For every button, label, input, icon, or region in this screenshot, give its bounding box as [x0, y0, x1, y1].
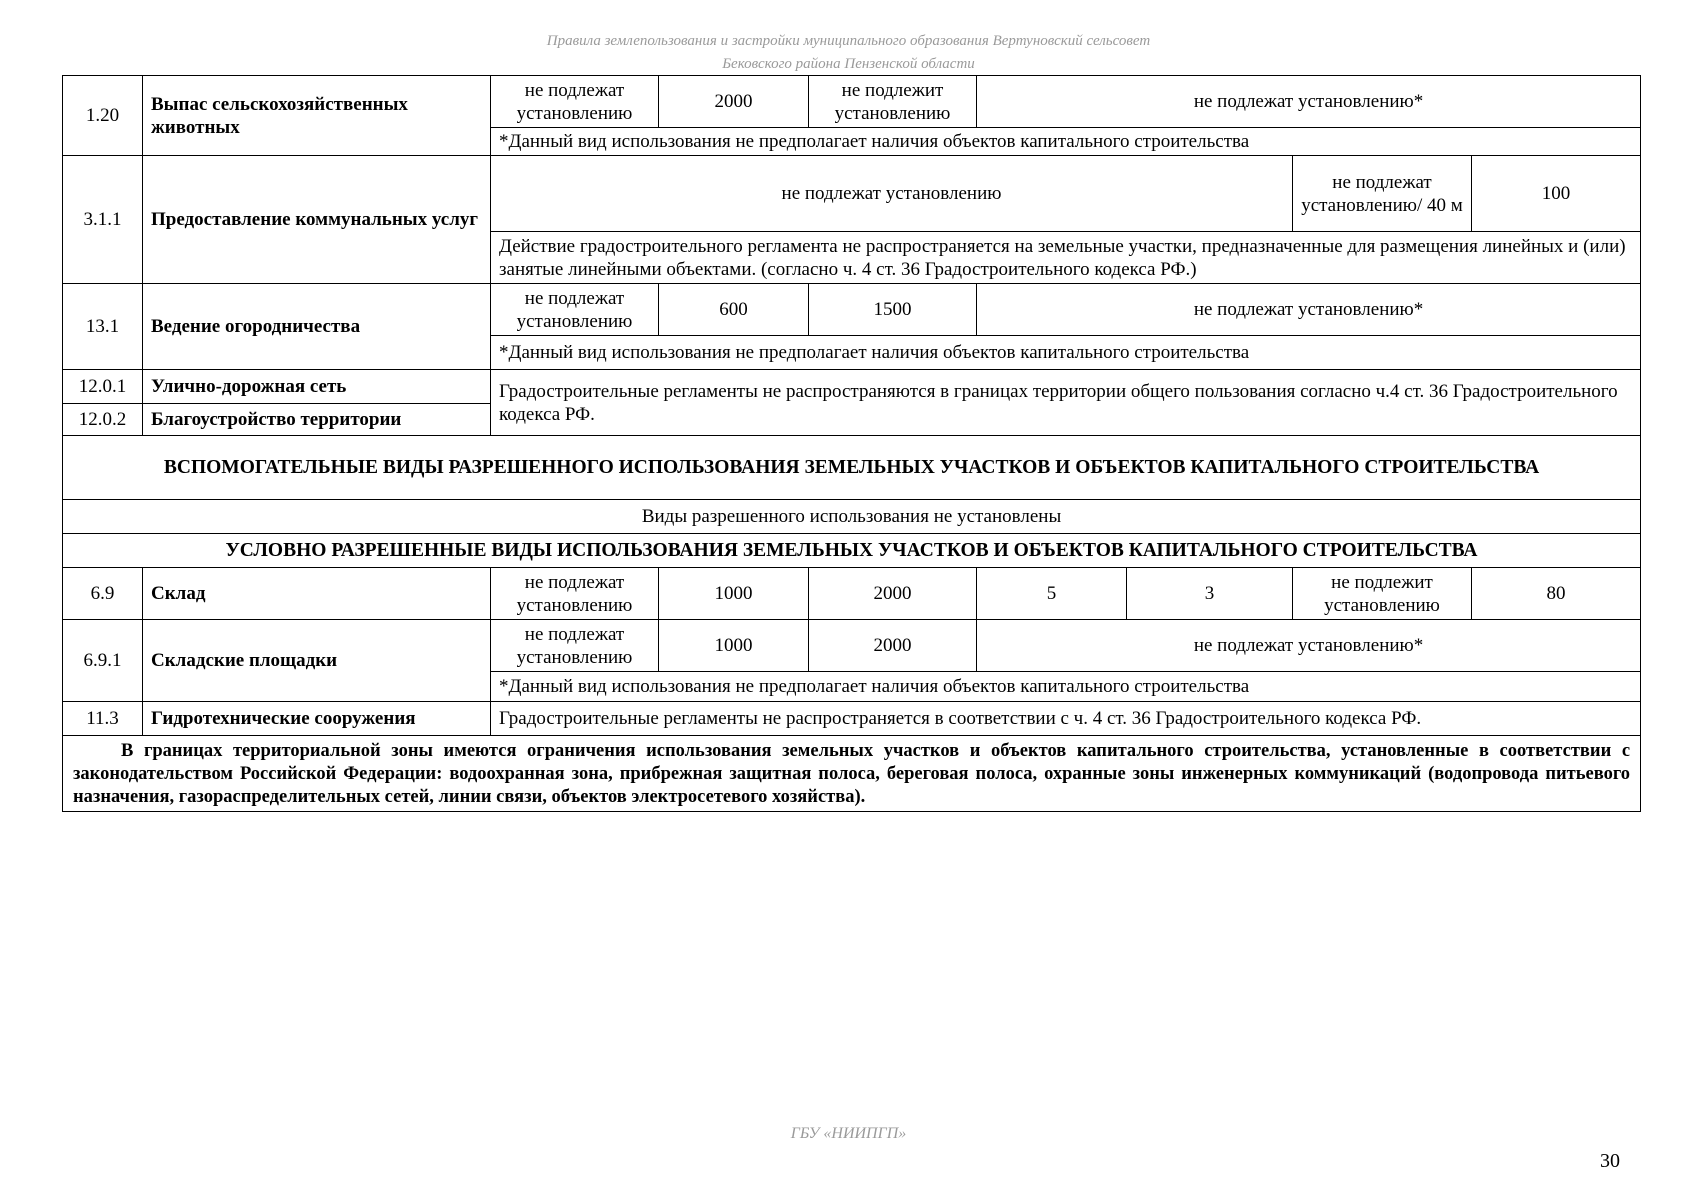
cell-value: 2000 [809, 620, 977, 672]
cell-value: 3 [1127, 568, 1293, 620]
row-name: Предоставление коммунальных услуг [143, 156, 491, 284]
cell-value: 600 [659, 284, 809, 336]
table-row [63, 284, 1641, 336]
cell-value: 2000 [659, 76, 809, 128]
header-line-1: Правила землепользования и застройки муниципального образования Вертуновский сельсовет [546, 33, 1151, 49]
table-row [63, 156, 1641, 232]
table-row [63, 736, 1641, 812]
row-name: Ведение огородничества [143, 284, 491, 370]
cell-value: 80 [1472, 568, 1641, 620]
row-name: Гидротехнические сооружения [143, 702, 491, 736]
row-code: 6.9 [63, 568, 143, 620]
section-title-conditional: УСЛОВНО РАЗРЕШЕННЫЕ ВИДЫ ИСПОЛЬЗОВАНИЯ ЗЕМЕЛЬНЫХ УЧАСТКОВ И ОБЪЕКТОВ КАПИТАЛЬНОГО СТРОИТЕЛЬСТВА [63, 534, 1641, 568]
row-note: Действие градостроительного регламента не распространяется на земельные участки, предназначенные для размещения линейных и (или) занятые линейными объектами. (согласно ч. 4 ст. 36 Градостроительного кодекса РФ.) [491, 232, 1641, 284]
table-row [63, 500, 1641, 534]
row-code: 6.9.1 [63, 620, 143, 702]
cell-value: не подлежат установлению* [977, 76, 1641, 128]
cell-value: не подлежат установлению [491, 284, 659, 336]
row-note: *Данный вид использования не предполагает наличия объектов капитального строительства [491, 128, 1641, 156]
header-line-2: Бековского района Пензенской области [722, 56, 975, 72]
cell-value: не подлежат установлению [491, 620, 659, 672]
land-use-table [62, 75, 1641, 812]
page-number: 30 [1600, 1150, 1620, 1172]
row-name: Благоустройство территории [143, 404, 491, 436]
cell-value: 1000 [659, 568, 809, 620]
cell-value: не подлежат установлению [491, 156, 1293, 232]
section-title-auxiliary: ВСПОМОГАТЕЛЬНЫЕ ВИДЫ РАЗРЕШЕННОГО ИСПОЛЬЗОВАНИЯ ЗЕМЕЛЬНЫХ УЧАСТКОВ И ОБЪЕКТОВ КАПИТАЛЬНОГО СТРОИТЕЛЬСТВА [63, 436, 1641, 500]
cell-value: не подлежат установлению [491, 76, 659, 128]
cell-value: не подлежит установлению [809, 76, 977, 128]
cell-value: не подлежат установлению [491, 568, 659, 620]
row-name: Улично-дорожная сеть [143, 370, 491, 404]
cell-value: не подлежат установлению* [977, 284, 1641, 336]
row-note: *Данный вид использования не предполагает наличия объектов капитального строительства [491, 336, 1641, 370]
aux-none-text: Виды разрешенного использования не установлены [63, 500, 1641, 534]
cell-value: 1500 [809, 284, 977, 336]
row-text: Градостроительные регламенты не распространяются в границах территории общего пользования согласно ч.4 ст. 36 Градостроительного кодекса РФ. [491, 370, 1641, 436]
cell-value: не подлежит установлению [1293, 568, 1472, 620]
row-code: 3.1.1 [63, 156, 143, 284]
row-note: *Данный вид использования не предполагает наличия объектов капитального строительства [491, 672, 1641, 702]
table-row [63, 620, 1641, 672]
section-header-row [63, 534, 1641, 568]
row-code: 11.3 [63, 702, 143, 736]
row-name: Склад [143, 568, 491, 620]
cell-value: не подлежат установлению/ 40 м [1293, 156, 1472, 232]
table-row [63, 568, 1641, 620]
zone-restrictions-note [63, 736, 1641, 812]
table-row [63, 702, 1641, 736]
table-row [63, 76, 1641, 128]
row-code: 12.0.2 [63, 404, 143, 436]
cell-value: 100 [1472, 156, 1641, 232]
row-name: Складские площадки [143, 620, 491, 702]
cell-value: не подлежат установлению* [977, 620, 1641, 672]
zone-restrictions-text: В границах территориальной зоны имеются ограничения использования земельных участков и объектов капитального строительства, установленные в соответствии с законодательством Российской Федерации: водоохранная зона, прибрежная защитная полоса, береговая полоса, охранные зоны инженерных коммуникаций (водопровода питьевого назначения, газораспределительных сетей, линии связи, объектов электросетевого хозяйства). [73, 741, 1631, 807]
cell-value: 2000 [809, 568, 977, 620]
section-header-row [63, 436, 1641, 500]
footer-organization: ГБУ «НИИПГП» [790, 1125, 907, 1142]
cell-value: 1000 [659, 620, 809, 672]
table-row [63, 370, 1641, 404]
row-code: 1.20 [63, 76, 143, 156]
row-code: 12.0.1 [63, 370, 143, 404]
running-header [0, 30, 1697, 76]
cell-value: 5 [977, 568, 1127, 620]
row-code: 13.1 [63, 284, 143, 370]
row-name: Выпас сельскохозяйственных животных [143, 76, 491, 156]
row-text: Градостроительные регламенты не распространяется в соответствии с ч. 4 ст. 36 Градостроительного кодекса РФ. [491, 702, 1641, 736]
